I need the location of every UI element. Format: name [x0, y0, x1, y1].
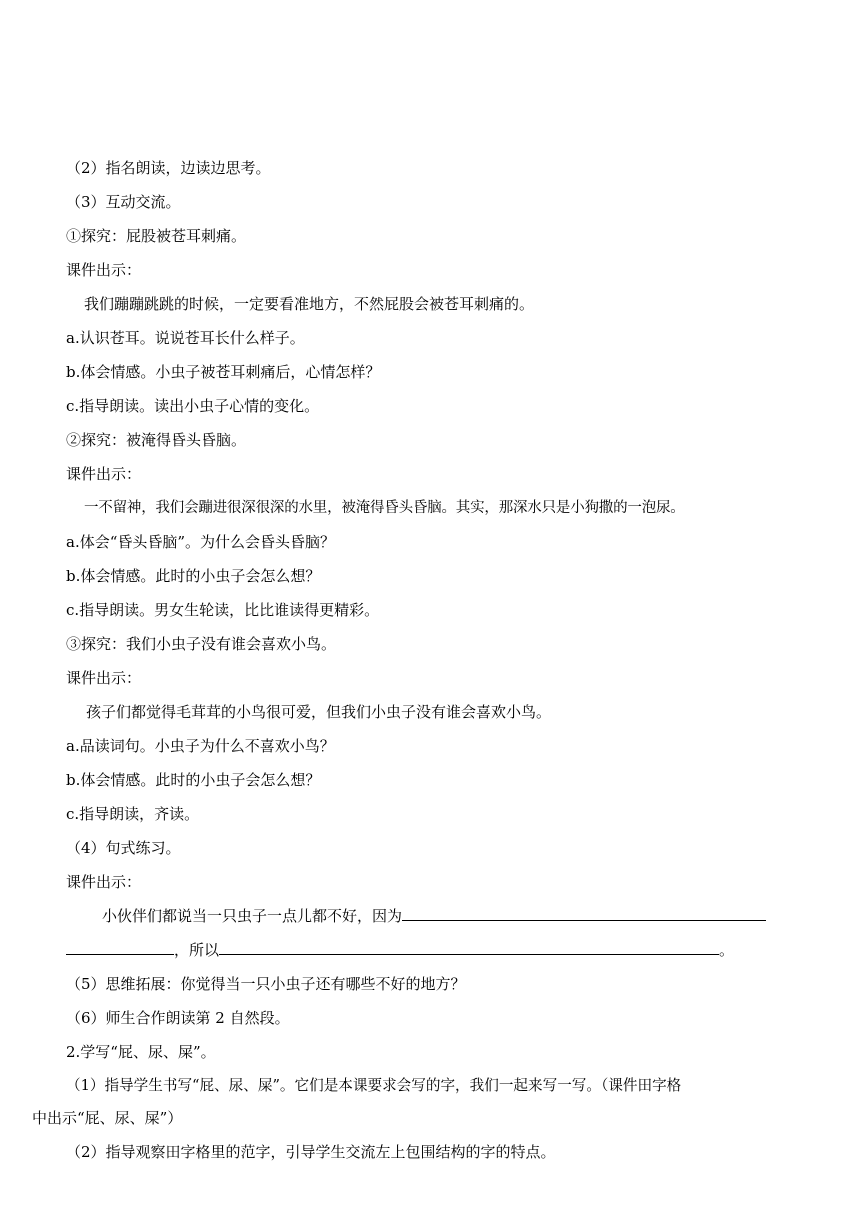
text-line: （4）句式练习。	[66, 839, 181, 857]
sentence-pattern-end: 。	[719, 941, 735, 959]
text-line: （5）思维拓展：你觉得当一只小虫子还有哪些不好的地方？	[66, 975, 466, 993]
text-line: c.指导朗读。读出小虫子心情的变化。	[66, 397, 320, 415]
text-line: （1）指导学生书写“屁、尿、屎”。它们是本课要求会写的字，我们一起来写一写。（课件田字格	[66, 1077, 682, 1094]
text-line: b.体会情感。此时的小虫子会怎么想？	[66, 567, 321, 585]
fill-in-blank[interactable]	[66, 940, 174, 955]
text-line: a.体会“昏头昏脑”。为什么会昏头昏脑？	[66, 533, 336, 551]
text-line: b.体会情感。小虫子被苍耳刺痛后，心情怎样？	[66, 363, 381, 381]
text-line: ①探究：屁股被苍耳刺痛。	[66, 227, 247, 245]
text-line: （3）互动交流。	[66, 193, 181, 211]
text-line: ②探究：被淹得昏头昏脑。	[66, 431, 247, 449]
fill-in-blank[interactable]	[402, 906, 766, 921]
text-line: （2）指导观察田字格里的范字，引导学生交流左上包围结构的字的特点。	[66, 1143, 556, 1161]
courseware-quote: 孩子们都觉得毛茸茸的小鸟很可爱，但我们小虫子没有谁会喜欢小鸟。	[86, 703, 552, 721]
text-line: 课件出示：	[66, 873, 142, 891]
text-line: c.指导朗读，齐读。	[66, 805, 200, 823]
text-line: ③探究：我们小虫子没有谁会喜欢小鸟。	[66, 635, 337, 653]
text-line: c.指导朗读。男女生轮读，比比谁读得更精彩。	[66, 601, 380, 619]
text-line: a.认识苍耳。说说苍耳长什么样子。	[66, 329, 305, 347]
courseware-quote: 我们蹦蹦跳跳的时候，一定要看准地方，不然屁股会被苍耳刺痛的。	[84, 295, 535, 313]
text-line: 课件出示：	[66, 669, 142, 687]
sentence-pattern-middle: ，所以	[174, 941, 220, 959]
courseware-quote: 一不留神，我们会蹦进很深很深的水里，被淹得昏头昏脑。其实，那深水只是小狗撒的一泡尿。	[84, 500, 685, 516]
text-line: b.体会情感。此时的小虫子会怎么想？	[66, 771, 321, 789]
fill-in-blank[interactable]	[219, 940, 719, 955]
text-line: 课件出示：	[66, 261, 142, 279]
sentence-pattern-line-1	[102, 906, 766, 926]
text-line: 2.学写“屁、尿、屎”。	[66, 1043, 216, 1061]
text-line: a.品读词句。小虫子为什么不喜欢小鸟？	[66, 737, 335, 755]
sentence-pattern-line-2	[66, 940, 734, 960]
sentence-pattern-prefix: 小伙伴们都说当一只虫子一点儿都不好，因为	[102, 907, 403, 925]
text-line: 中出示“屁、尿、屎”）	[32, 1109, 183, 1127]
text-line: （6）师生合作朗读第 2 自然段。	[66, 1009, 290, 1027]
text-line: 课件出示：	[66, 465, 142, 483]
text-line: （2）指名朗读，边读边思考。	[66, 159, 271, 177]
